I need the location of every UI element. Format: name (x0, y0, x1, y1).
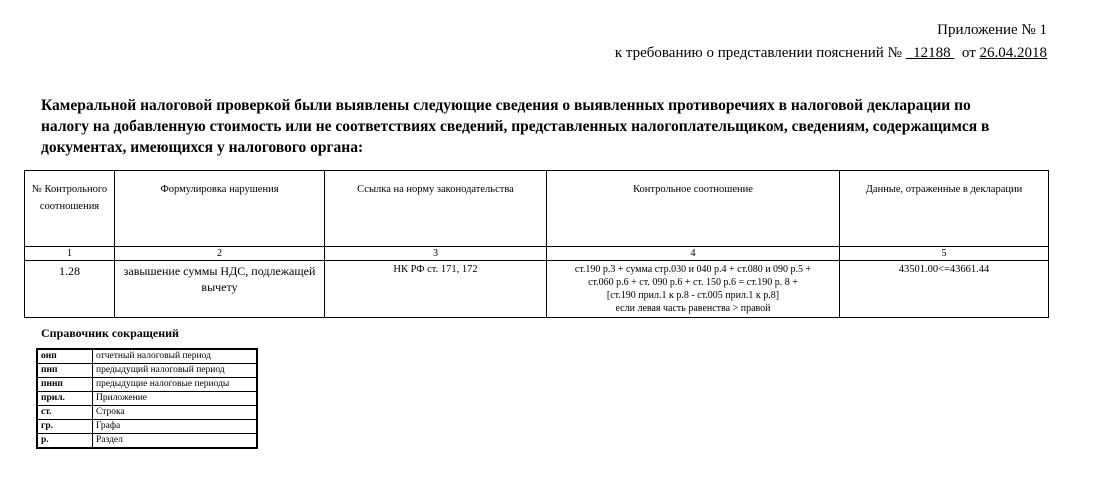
document-title: Камеральной налоговой проверкой были выявлены следующие сведения о выявленных противоречиях в налоговой декларации по налогу на добавленную стоимость или не соответствиях сведений, представленных налогоплательщиком, сведениям, содержащимся в документах, имеющихся у налогового органа: (41, 97, 990, 156)
abbreviation-value: предыдущие налоговые периоды (93, 378, 258, 392)
table-header-row (25, 171, 1049, 247)
control-ratio (547, 261, 840, 318)
header-law-ref: Ссылка на норму законодательства (325, 171, 547, 247)
abbreviation-value: Строка (93, 406, 258, 420)
request-prefix: к требованию о представлении пояснений № (614, 45, 902, 61)
abbreviation-row (37, 392, 257, 406)
ratio-line: если левая часть равенства > правой (615, 303, 771, 314)
abbreviation-key: пннп (37, 378, 93, 392)
header-declared-data: Данные, отраженные в декларации (840, 171, 1049, 247)
column-number: 3 (325, 247, 547, 261)
abbreviation-value: Раздел (93, 434, 258, 449)
abbreviation-row (37, 420, 257, 434)
declared-data: 43501.00<=43661.44 (840, 261, 1049, 318)
abbreviation-key: онп (37, 349, 93, 364)
column-number: 5 (840, 247, 1049, 261)
date-prefix: от (961, 45, 976, 61)
request-line (615, 45, 1047, 62)
header-ratio-number: № Контрольного соотношения (25, 171, 115, 247)
abbreviation-value: предыдущий налоговый период (93, 364, 258, 378)
table-row (25, 261, 1049, 318)
abbreviation-value: Приложение (93, 392, 258, 406)
abbreviation-value: Графа (93, 420, 258, 434)
abbreviations-title: Справочник сокращений (41, 326, 179, 340)
violation-text: завышение суммы НДС, подлежащей вычету (115, 261, 325, 318)
header-control-ratio: Контрольное соотношение (547, 171, 840, 247)
ratio-line: ст.060 р.6 + ст. 090 р.6 + ст. 150 р.6 = ст.190 р. 8 + (588, 277, 798, 288)
abbreviation-key: гр. (37, 420, 93, 434)
abbreviation-key: ст. (37, 406, 93, 420)
column-number: 2 (115, 247, 325, 261)
abbreviation-key: пнп (37, 364, 93, 378)
column-number-row (25, 247, 1049, 261)
abbreviation-key: прил. (37, 392, 93, 406)
abbreviation-row (37, 406, 257, 420)
ratio-line: ст.190 р.3 + сумма стр.030 и 040 р.4 + ст.080 и 090 р.5 + (574, 264, 812, 275)
request-date: 26.04.2018 (979, 45, 1047, 61)
abbreviation-row (37, 349, 257, 364)
law-reference: НК РФ ст. 171, 172 (325, 261, 547, 318)
column-number: 4 (547, 247, 840, 261)
column-number: 1 (25, 247, 115, 261)
abbreviations-table (36, 348, 258, 449)
abbreviation-key: р. (37, 434, 93, 449)
abbreviation-row (37, 364, 257, 378)
discrepancy-table (24, 170, 1049, 318)
header-violation: Формулировка нарушения (115, 171, 325, 247)
appendix-label: Приложение № 1 (937, 22, 1047, 38)
abbreviation-row (37, 378, 257, 392)
request-number: 12188 (913, 45, 951, 61)
abbreviation-row (37, 434, 257, 449)
ratio-line: [ст.190 прил.1 к р.8 - ст.005 прил.1 к р.8] (606, 290, 780, 301)
ratio-id: 1.28 (25, 261, 115, 318)
abbreviation-value: отчетный налоговый период (93, 349, 258, 364)
